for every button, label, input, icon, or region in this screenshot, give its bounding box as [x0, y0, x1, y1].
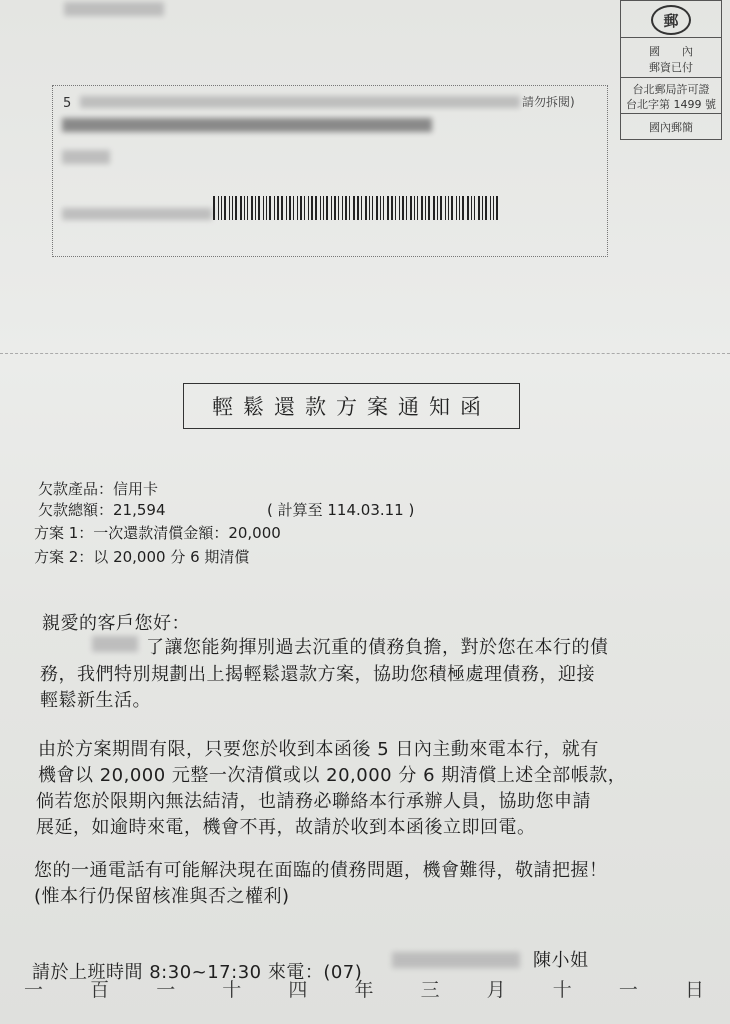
barcode-bar	[380, 196, 381, 220]
redacted-header	[64, 2, 164, 16]
barcode-bar	[263, 196, 264, 220]
barcode-bar	[304, 196, 305, 220]
barcode-bar	[425, 196, 426, 220]
postage-permit-number: 台北字第 1499 號	[626, 98, 716, 111]
date-char: 百	[90, 979, 110, 1001]
paragraph-1-line-1: 了讓您能夠揮別過去沉重的債務負擔，對於您在本行的債	[146, 637, 609, 658]
barcode-bar	[255, 196, 256, 220]
date-char: 十	[222, 979, 242, 1001]
paragraph-2-line-2: 機會以 20,000 元整一次清償或以 20,000 分 6 期清償上述全部帳款，	[38, 765, 627, 786]
barcode-bar	[334, 196, 336, 220]
barcode-bar	[342, 196, 343, 220]
address-window	[52, 85, 608, 257]
barcode-bar	[445, 196, 446, 220]
barcode-bar	[490, 196, 491, 220]
redacted-phone	[392, 952, 520, 968]
barcode-bar	[323, 196, 324, 220]
barcode-bar	[496, 196, 498, 220]
barcode-bar	[251, 196, 253, 220]
date-char: 三	[420, 979, 440, 1001]
barcode-bar	[451, 196, 453, 220]
barcode-bar	[428, 196, 430, 220]
barcode-bar	[244, 196, 245, 220]
barcode-bar	[410, 196, 412, 220]
paragraph-3-line-2: (惟本行仍保留核准與否之權利)	[34, 886, 290, 907]
paragraph-3-line-1: 您的一通電話有可能解決現在面臨的債務問題，機會難得，敬請把握！	[34, 860, 608, 881]
barcode-bar	[269, 196, 271, 220]
barcode-bar	[402, 196, 404, 220]
barcode-bar	[395, 196, 396, 220]
divider	[621, 113, 721, 114]
redacted-address-code	[62, 208, 212, 220]
barcode-bar	[440, 196, 442, 220]
postage-permit: 台北郵局許可證	[632, 83, 710, 96]
barcode-bar	[365, 196, 367, 220]
barcode-bar	[213, 196, 215, 220]
date-char: 一	[24, 979, 44, 1001]
contact-name: 陳小姐	[533, 950, 589, 971]
barcode-bar	[482, 196, 483, 220]
barcode-bar	[221, 196, 222, 220]
postage-paid-box	[620, 0, 722, 140]
date-char: 日	[684, 979, 704, 1001]
letter-title: 輕鬆還款方案通知函	[183, 383, 520, 429]
address-prefix: 5	[63, 96, 72, 111]
barcode-bar	[467, 196, 469, 220]
barcode-bar	[315, 196, 317, 220]
barcode-bar	[240, 196, 242, 220]
date-char: 年	[354, 979, 374, 1001]
barcode-bar	[372, 196, 373, 220]
paragraph-1-line-2: 務，我們特別規劃出上揭輕鬆還款方案，協助您積極處理債務，迎接	[40, 664, 595, 685]
barcode-bar	[474, 196, 475, 220]
postal-barcode	[213, 196, 503, 220]
date-char: 十	[552, 979, 572, 1001]
calculation-date: ( 計算至 114.03.11 )	[267, 501, 415, 519]
barcode-bar	[345, 196, 347, 220]
barcode-bar	[258, 196, 260, 220]
barcode-bar	[338, 196, 339, 220]
barcode-bar	[361, 196, 362, 220]
debt-product: 欠款產品：信用卡	[38, 480, 159, 498]
barcode-bar	[326, 196, 328, 220]
redacted-address-line-2	[62, 150, 110, 164]
barcode-bar	[383, 196, 384, 220]
barcode-bar	[478, 196, 480, 220]
barcode-bar	[224, 196, 226, 220]
barcode-bar	[277, 196, 279, 220]
barcode-bar	[311, 196, 313, 220]
fold-line	[0, 353, 730, 354]
redacted-name	[92, 636, 138, 652]
paragraph-1-line-3: 輕鬆新生活。	[40, 690, 151, 711]
barcode-bar	[353, 196, 355, 220]
barcode-bar	[297, 196, 298, 220]
barcode-bar	[414, 196, 415, 220]
barcode-bar	[456, 196, 457, 220]
date-char: 四	[288, 979, 308, 1001]
date-char: 一	[618, 979, 638, 1001]
barcode-bar	[331, 196, 332, 220]
plan-1: 方案 1：一次還款清償金額：20,000	[34, 524, 281, 542]
letter-date	[24, 975, 704, 1002]
do-not-open-note: 請勿拆閱)	[522, 95, 575, 109]
barcode-bar	[229, 196, 230, 220]
barcode-bar	[247, 196, 248, 220]
barcode-bar	[300, 196, 302, 220]
redacted-address-line-1	[62, 118, 432, 132]
barcode-bar	[387, 196, 389, 220]
divider	[621, 37, 721, 38]
barcode-bar	[357, 196, 359, 220]
barcode-bar	[421, 196, 423, 220]
barcode-bar	[235, 196, 237, 220]
barcode-bar	[376, 196, 378, 220]
barcode-bar	[308, 196, 309, 220]
barcode-bar	[289, 196, 291, 220]
barcode-bar	[286, 196, 287, 220]
barcode-bar	[232, 196, 233, 220]
postage-type: 國內郵簡	[649, 121, 693, 134]
divider	[621, 77, 721, 78]
postage-line-1: 國 內	[649, 45, 693, 58]
postal-logo-icon: 郵	[651, 5, 691, 35]
barcode-bar	[218, 196, 219, 220]
greeting: 親愛的客戶您好：	[42, 613, 190, 634]
redacted-address-line-0	[80, 96, 520, 108]
date-char: 月	[486, 979, 506, 1001]
barcode-bar	[274, 196, 275, 220]
barcode-bar	[281, 196, 283, 220]
barcode-bar	[462, 196, 464, 220]
call-instruction: 請於上班時間 8:30~17:30 來電：(07)	[32, 962, 363, 983]
barcode-bar	[417, 196, 418, 220]
barcode-bar	[493, 196, 494, 220]
barcode-bar	[399, 196, 400, 220]
barcode-bar	[369, 196, 370, 220]
date-char: 一	[156, 979, 176, 1001]
barcode-bar	[266, 196, 267, 220]
barcode-bar	[320, 196, 321, 220]
barcode-bar	[391, 196, 393, 220]
barcode-bar	[459, 196, 460, 220]
paragraph-2-line-1: 由於方案期間有限，只要您於收到本函後 5 日內主動來電本行，就有	[38, 739, 599, 760]
barcode-bar	[471, 196, 472, 220]
barcode-bar	[437, 196, 438, 220]
postage-line-2: 郵資已付	[649, 61, 693, 74]
paragraph-2-line-4: 展延，如逾時來電，機會不再，故請於收到本函後立即回電。	[36, 817, 536, 838]
barcode-bar	[406, 196, 407, 220]
debt-total: 欠款總額：21,594	[38, 501, 166, 519]
barcode-bar	[448, 196, 449, 220]
barcode-bar	[433, 196, 435, 220]
barcode-bar	[485, 196, 487, 220]
plan-2: 方案 2：以 20,000 分 6 期清償	[34, 548, 250, 566]
barcode-bar	[293, 196, 294, 220]
paragraph-2-line-3: 倘若您於限期內無法結清，也請務必聯絡本行承辦人員，協助您申請	[36, 791, 591, 812]
barcode-bar	[349, 196, 350, 220]
